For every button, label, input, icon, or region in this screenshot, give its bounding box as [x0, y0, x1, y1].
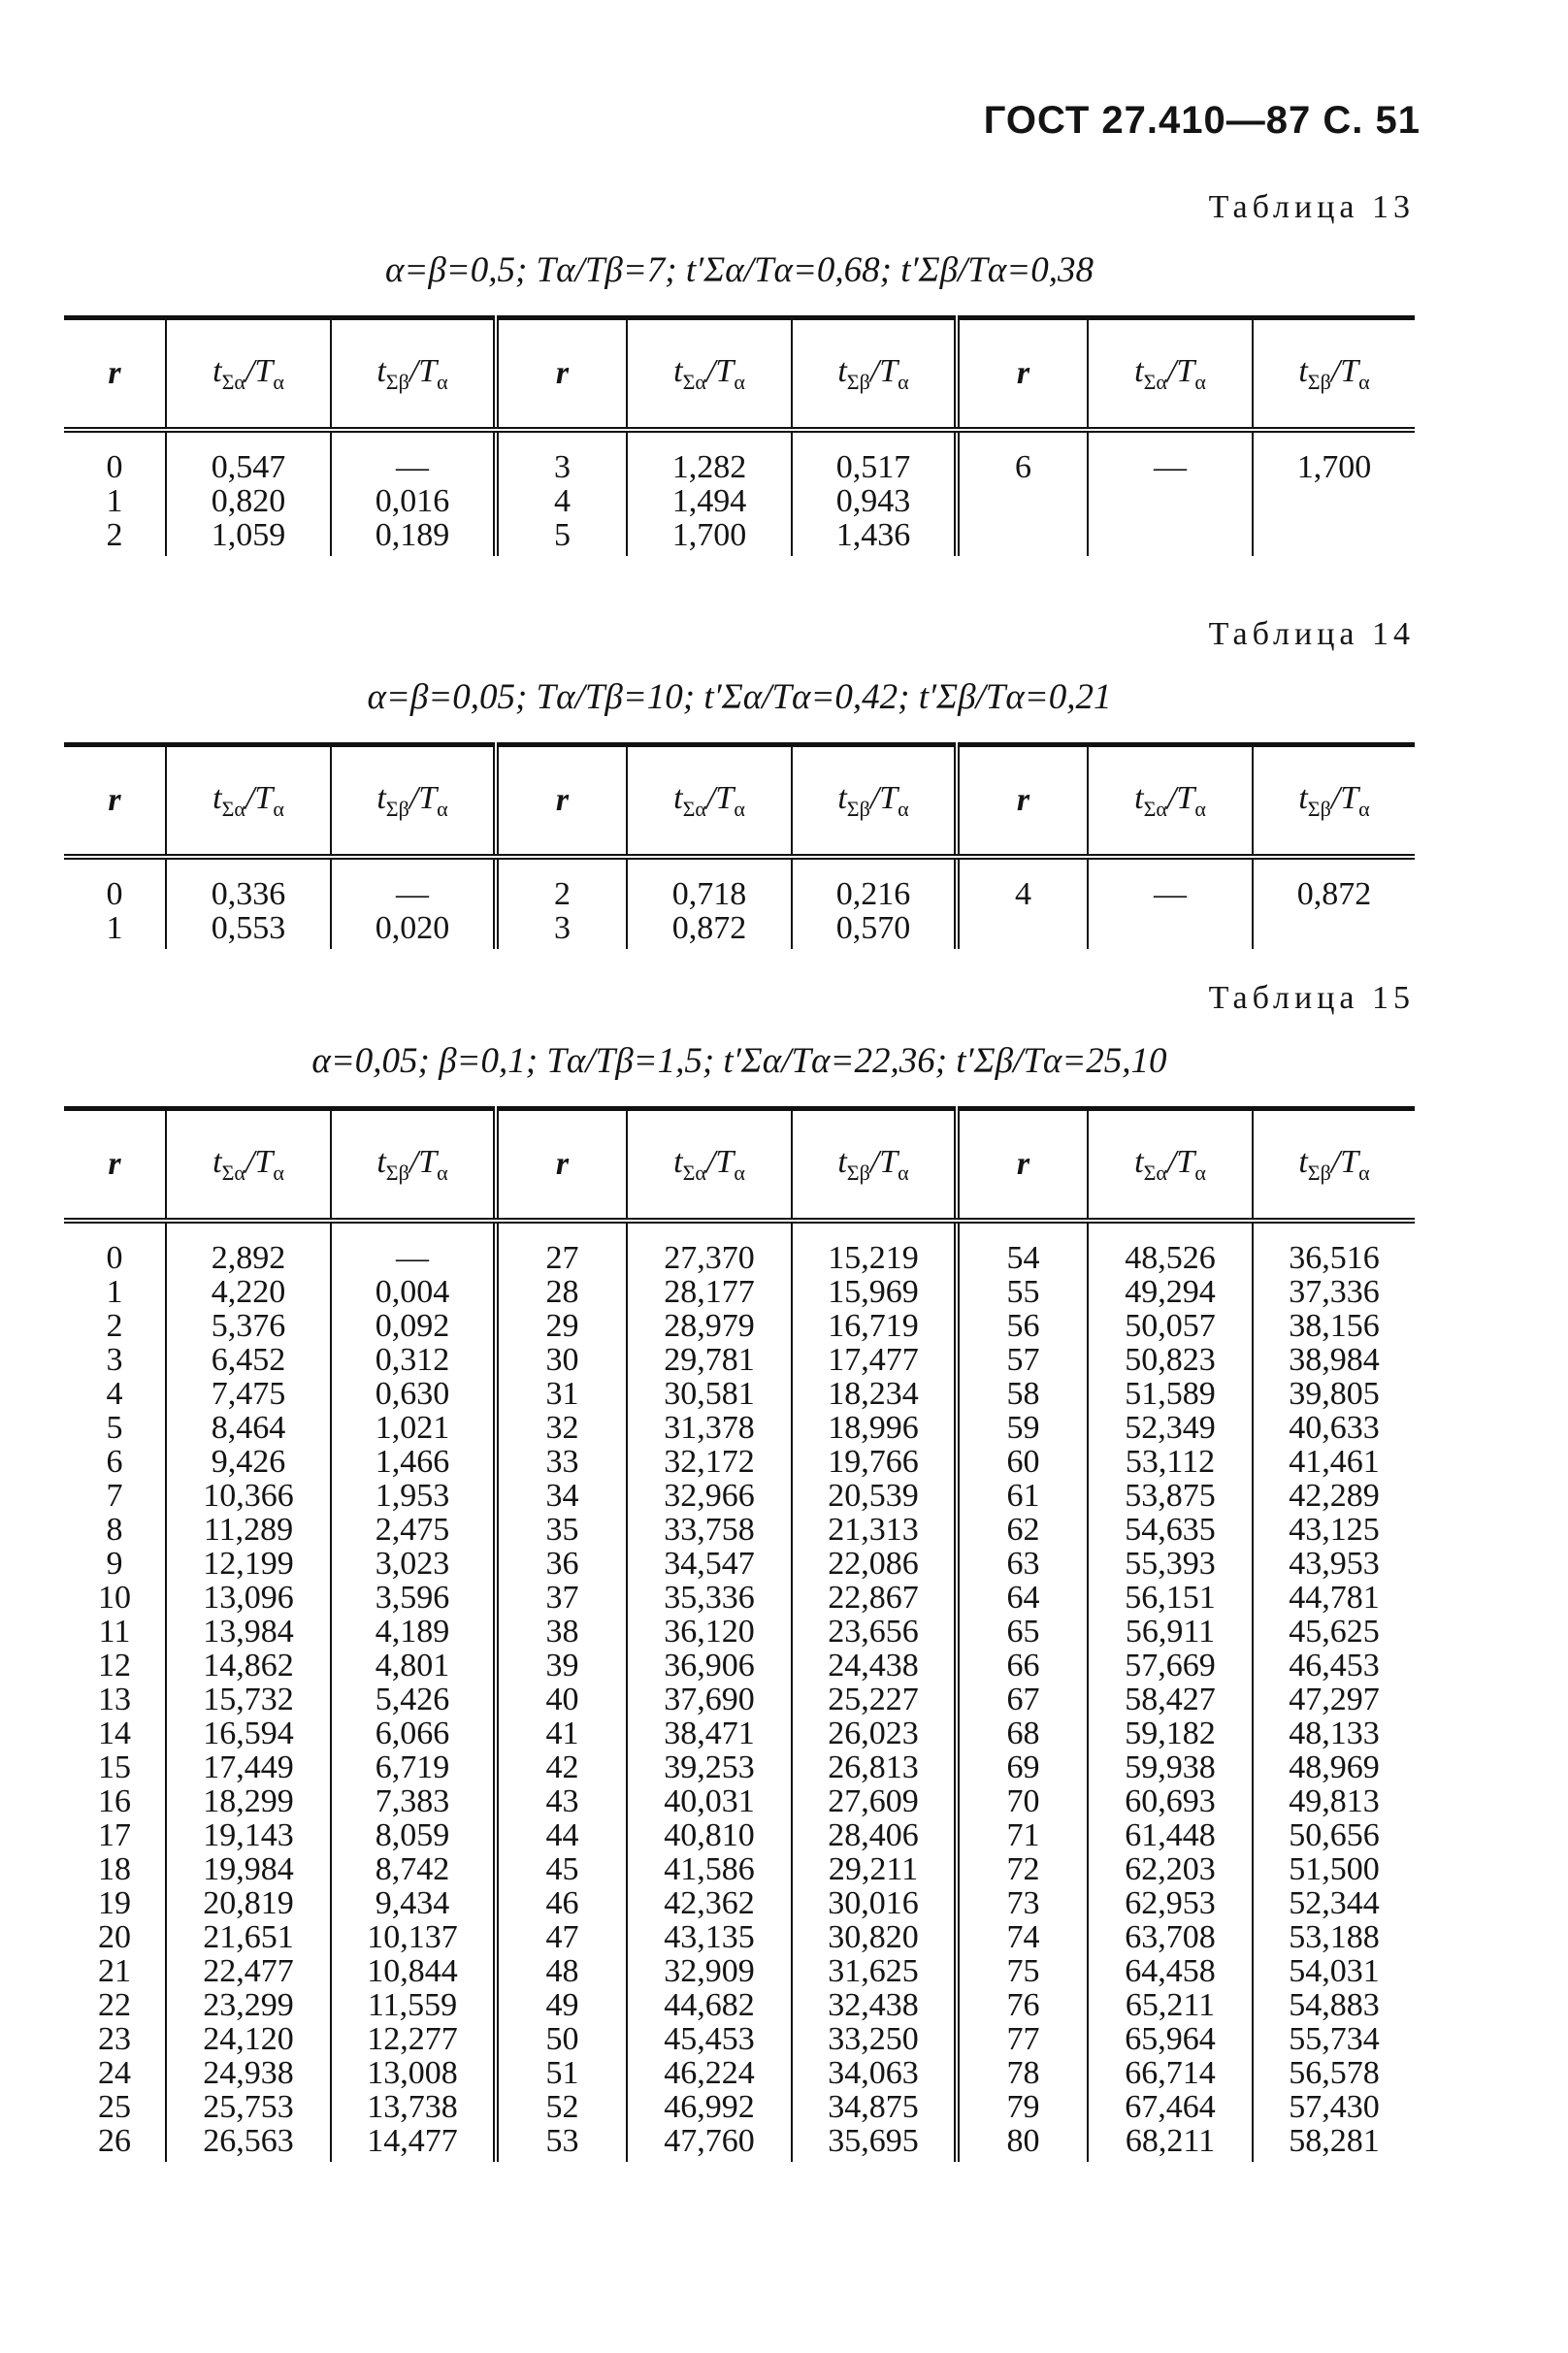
col-header-t-sum-alpha: $t_{\Sigma\alpha}/T_\alpha$ — [166, 745, 331, 858]
col-header-t-sum-beta: $t_{\Sigma\beta}/T_\alpha$ — [792, 745, 957, 858]
col-header-r: r — [957, 1109, 1088, 1222]
table-number-label: Таблица 14 — [1208, 616, 1415, 652]
table-body-row — [64, 857, 1415, 949]
r-values: 54 55 56 57 58 59 60 61 62 63 64 65 66 67 68 69 70 71 72 73 74 75 76 77 78 79 80 — [957, 1221, 1088, 2162]
r-values: 2 3 — [496, 857, 627, 949]
t-sum-alpha-values: 27,370 28,177 28,979 29,781 30,581 31,378 32,172 32,966 33,758 34,547 35,336 36,120 36,906 37,690 38,471 39,253 40,031 40,810 41,586 42,362 43,135 32,909 44,682 45,453 46,224 46,992 47,760 — [627, 1221, 792, 2162]
r-values: 3 4 5 — [496, 430, 627, 556]
t-sum-beta-values: — 0,004 0,092 0,312 0,630 1,021 1,466 1,953 2,475 3,023 3,596 4,189 4,801 5,426 6,066 6,719 7,383 8,059 8,742 9,434 10,137 10,844 11,559 12,277 13,008 13,738 14,477 — [331, 1221, 496, 2162]
col-header-t-sum-beta: $t_{\Sigma\beta}/T_\alpha$ — [1253, 1109, 1415, 1222]
t-sum-alpha-values: 1,282 1,494 1,700 — [627, 430, 792, 556]
col-header-r: r — [64, 318, 166, 431]
t-sum-alpha-values: 0,547 0,820 1,059 — [166, 430, 331, 556]
col-header-t-sum-alpha: $t_{\Sigma\alpha}/T_\alpha$ — [627, 745, 792, 858]
table-header-row — [64, 318, 1415, 431]
table-header-row — [64, 745, 1415, 858]
r-values: 0 1 — [106, 876, 123, 946]
table-header-row — [64, 1109, 1415, 1222]
col-header-t-sum-alpha: $t_{\Sigma\alpha}/T_\alpha$ — [166, 1109, 331, 1222]
t-sum-beta-values: 1,700 — [1253, 430, 1415, 556]
table-parameters: α=β=0,05; Tα/Tβ=10; t′Σα/Tα=0,42; t′Σβ/Tα=0,21 — [367, 677, 1112, 717]
col-header-t-sum-alpha: $t_{\Sigma\alpha}/T_\alpha$ — [1088, 318, 1253, 431]
col-header-t-sum-alpha: $t_{\Sigma\alpha}/T_\alpha$ — [627, 318, 792, 431]
col-header-r: r — [957, 318, 1088, 431]
t-sum-alpha-values: 48,526 49,294 50,057 50,823 51,589 52,349 53,112 53,875 54,635 55,393 56,151 56,911 57,669 58,427 59,182 59,938 60,693 61,448 62,203 62,953 63,708 64,458 65,211 65,964 66,714 67,464 68,211 — [1088, 1221, 1253, 2162]
t-sum-alpha-values: — — [1088, 430, 1253, 556]
data-table — [64, 1106, 1415, 2162]
col-header-r: r — [496, 1109, 627, 1222]
t-sum-beta-values: 15,219 15,969 16,719 17,477 18,234 18,996 19,766 20,539 21,313 22,086 22,867 23,656 24,438 25,227 26,023 26,813 27,609 28,406 29,211 30,016 30,820 31,625 32,438 33,250 34,063 34,875 35,695 — [792, 1221, 957, 2162]
t-sum-alpha-values: 0,336 0,553 — [166, 857, 331, 949]
col-header-t-sum-beta: $t_{\Sigma\beta}/T_\alpha$ — [792, 318, 957, 431]
col-header-t-sum-alpha: $t_{\Sigma\alpha}/T_\alpha$ — [1088, 745, 1253, 858]
col-header-t-sum-beta: $t_{\Sigma\beta}/T_\alpha$ — [1253, 745, 1415, 858]
col-header-t-sum-beta: $t_{\Sigma\beta}/T_\alpha$ — [331, 1109, 496, 1222]
table-body-row — [64, 430, 1415, 556]
t-sum-beta-values: 0,216 0,570 — [792, 857, 957, 949]
page-header: ГОСТ 27.410—87 С. 51 — [983, 99, 1421, 142]
t-sum-beta-values: 0,517 0,943 1,436 — [792, 430, 957, 556]
t-sum-alpha-values: 0,718 0,872 — [627, 857, 792, 949]
col-header-r: r — [957, 745, 1088, 858]
col-header-r: r — [496, 745, 627, 858]
col-header-r: r — [64, 745, 166, 858]
data-table — [64, 742, 1415, 949]
r-values: 0 1 2 3 4 5 6 7 8 9 10 11 12 13 14 15 16 17 18 19 20 21 22 23 24 25 26 — [98, 1240, 131, 2159]
col-header-t-sum-beta: $t_{\Sigma\beta}/T_\alpha$ — [331, 318, 496, 431]
r-values: 0 1 2 — [106, 449, 123, 553]
t-sum-beta-values: — 0,016 0,189 — [331, 430, 496, 556]
col-header-r: r — [64, 1109, 166, 1222]
t-sum-beta-values: — 0,020 — [331, 857, 496, 949]
col-header-t-sum-alpha: $t_{\Sigma\alpha}/T_\alpha$ — [627, 1109, 792, 1222]
r-values: 6 — [957, 430, 1088, 556]
t-sum-beta-values: 0,872 — [1253, 857, 1415, 949]
table-number-label: Таблица 13 — [1208, 189, 1415, 225]
col-header-t-sum-alpha: $t_{\Sigma\alpha}/T_\alpha$ — [166, 318, 331, 431]
col-header-r: r — [496, 318, 627, 431]
col-header-t-sum-beta: $t_{\Sigma\beta}/T_\alpha$ — [792, 1109, 957, 1222]
table-number-label: Таблица 15 — [1208, 980, 1415, 1016]
t-sum-alpha-values: 2,892 4,220 5,376 6,452 7,475 8,464 9,426 10,366 11,289 12,199 13,096 13,984 14,862 15,732 16,594 17,449 18,299 19,143 19,984 20,819 21,651 22,477 23,299 24,120 24,938 25,753 26,563 — [166, 1221, 331, 2162]
r-values: 27 28 29 30 31 32 33 34 35 36 37 38 39 40 41 42 43 44 45 46 47 48 49 50 51 52 53 — [496, 1221, 627, 2162]
data-table — [64, 315, 1415, 556]
table-parameters: α=0,05; β=0,1; Tα/Tβ=1,5; t′Σα/Tα=22,36; t′Σβ/Tα=25,10 — [311, 1041, 1167, 1081]
col-header-t-sum-beta: $t_{\Sigma\beta}/T_\alpha$ — [1253, 318, 1415, 431]
table-parameters: α=β=0,5; Tα/Tβ=7; t′Σα/Tα=0,68; t′Σβ/Tα=0,38 — [384, 250, 1094, 290]
col-header-t-sum-beta: $t_{\Sigma\beta}/T_\alpha$ — [331, 745, 496, 858]
t-sum-alpha-values: — — [1088, 857, 1253, 949]
r-values: 4 — [957, 857, 1088, 949]
col-header-t-sum-alpha: $t_{\Sigma\alpha}/T_\alpha$ — [1088, 1109, 1253, 1222]
t-sum-beta-values: 36,516 37,336 38,156 38,984 39,805 40,633 41,461 42,289 43,125 43,953 44,781 45,625 46,453 47,297 48,133 48,969 49,813 50,656 51,500 52,344 53,188 54,031 54,883 55,734 56,578 57,430 58,281 — [1253, 1221, 1415, 2162]
table-body-row — [64, 1221, 1415, 2162]
